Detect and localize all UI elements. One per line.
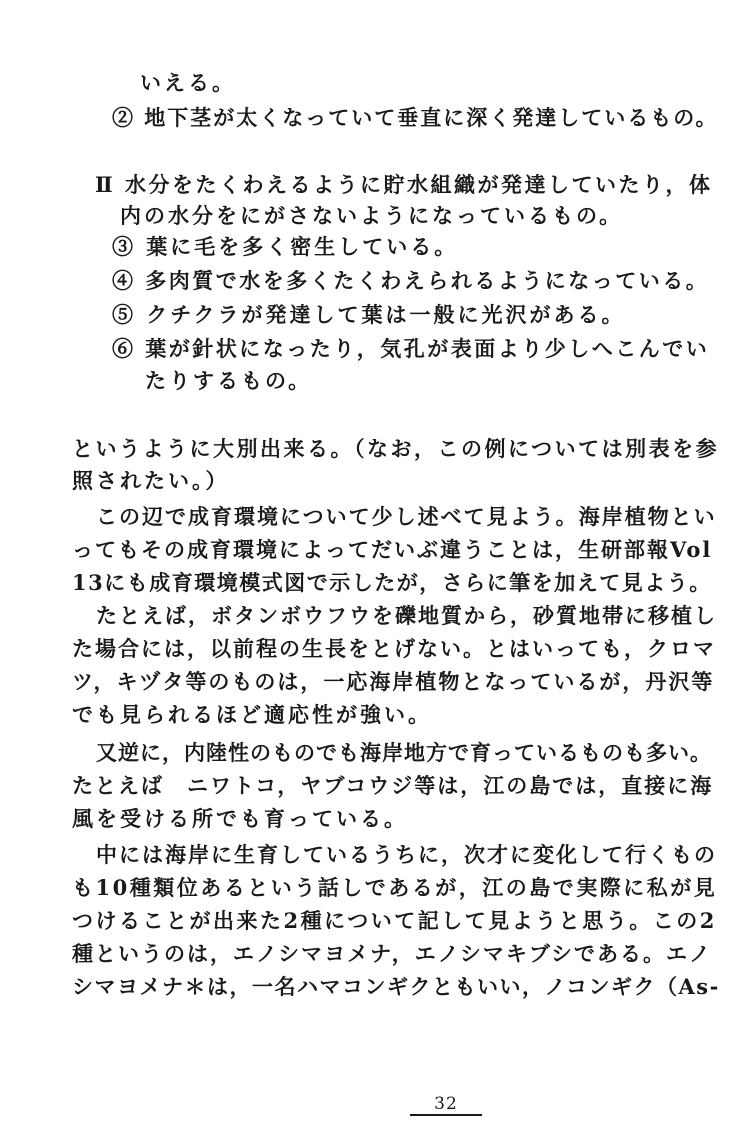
paragraph-line: 又逆に，内陸性のものでも海岸地方で育っているものも多い。 [96,740,712,765]
list-item-6: ⑥ 葉が針状になったり，気孔が表面より少しへこんでい [112,336,710,361]
paragraph-line: たとえば ニワトコ，ヤブコウジ等は，江の島では，直接に海 [72,773,714,798]
paragraph-line: た場合には，以前程の生長をとげない。とはいっても，クロマ [72,636,716,661]
list-item-5: ⑤ クチクラが発達して葉は一般に光沢がある。 [112,302,626,327]
text-line: 内の水分をにがさないようになっているもの。 [120,203,624,228]
paragraph-line: も10種類位あるという話しであるが，江の島で実際に私が見 [72,875,718,900]
paragraph-line: ってもその成育環境によってだいぶ違うことは，生研部報Vol [72,537,713,562]
paragraph-line: でも見られるほど適応性が強い。 [72,702,432,727]
list-item-4: ④ 多肉質で水を多くたくわえられるようになっている。 [112,268,710,293]
text-line: たりするもの。 [145,368,313,393]
paragraph-line: 風を受ける所でも育っている。 [72,806,408,831]
list-item-3: ③ 葉に毛を多く密生している。 [112,234,459,259]
paragraph-line: 中には海岸に生育しているうちに，次才に変化して行くもの [96,842,717,867]
paragraph-line: この辺で成育環境について少し述べて見よう。海岸植物とい [96,504,717,529]
paragraph-line: ツ，キヅタ等のものは，一応海岸植物となっているが，丹沢等 [72,669,715,694]
paragraph-line: シマヨメナ＊は，一名ハマコンギクともいい，ノコンギク（As- [72,974,720,999]
text-line: いえる。 [140,70,236,95]
paragraph-line: たとえば，ボタンボウフウを礫地質から，砂質地帯に移植し [96,603,717,628]
paragraph-line: 照されたい。） [72,468,230,493]
section-heading-2: Ⅱ 水分をたくわえるように貯水組織が発達していたり，体 [95,172,713,197]
paragraph-line: 種というのは，エノシマヨメナ，エノシマキブシである。エノ [72,941,713,966]
paragraph-line: 13にも成育環境模式図で示したが，さらに筆を加えて見よう。 [72,570,712,595]
page-number: 32 [410,1094,482,1116]
paragraph-line: つけることが出来た2種について記して見ようと思う。この2 [72,908,717,933]
paragraph-line: というように大別出来る。（なお，この例については別表を参 [72,436,720,461]
list-item-2: ② 地下茎が太くなっていて垂直に深く発達しているもの。 [112,105,719,130]
